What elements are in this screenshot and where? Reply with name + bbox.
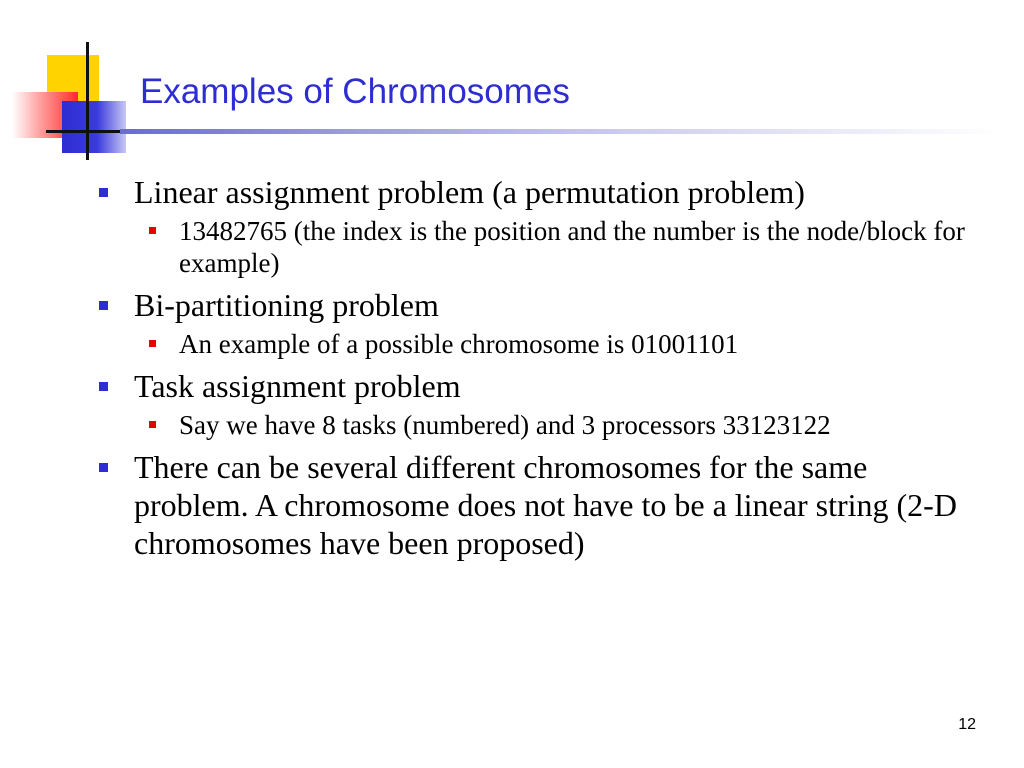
slide-bullet-list [96, 173, 976, 569]
sub-bullet-list [134, 215, 976, 279]
bullet-item [96, 173, 976, 279]
red-square-bullet-icon [149, 421, 156, 428]
blue-square-bullet-icon [99, 188, 108, 197]
bullet-item [96, 286, 976, 360]
bullet-text: There can be several different chromosomes for the same problem. A chromosome does not have to be a linear string (2-D chromosomes have been proposed) [134, 449, 957, 561]
slide-logo-decoration [0, 0, 150, 170]
bullet-item [96, 448, 976, 562]
logo-blue-square [62, 101, 126, 153]
bullet-text: Linear assignment problem (a permutation problem) [134, 174, 805, 210]
sub-bullet-text: Say we have 8 tasks (numbered) and 3 processors 33123122 [179, 410, 831, 440]
bullet-text: Bi-partitioning problem [134, 287, 439, 323]
logo-vertical-line [86, 42, 89, 160]
sub-bullet-list [134, 328, 976, 360]
sub-bullet-text: An example of a possible chromosome is 01001101 [179, 329, 739, 359]
sub-bullet-item [134, 409, 976, 441]
sub-bullet-list [134, 409, 976, 441]
title-underline [120, 129, 1000, 134]
bullet-item [96, 367, 976, 441]
blue-square-bullet-icon [99, 463, 108, 472]
blue-square-bullet-icon [99, 382, 108, 391]
red-square-bullet-icon [149, 227, 156, 234]
sub-bullet-text: 13482765 (the index is the position and the number is the node/block for example) [179, 216, 965, 278]
sub-bullet-item [134, 215, 976, 279]
page-number: 12 [958, 716, 976, 733]
slide-title: Examples of Chromosomes [140, 72, 570, 111]
logo-horizontal-line [46, 130, 124, 133]
red-square-bullet-icon [149, 340, 156, 347]
sub-bullet-item [134, 328, 976, 360]
blue-square-bullet-icon [99, 301, 108, 310]
bullet-text: Task assignment problem [134, 368, 461, 404]
